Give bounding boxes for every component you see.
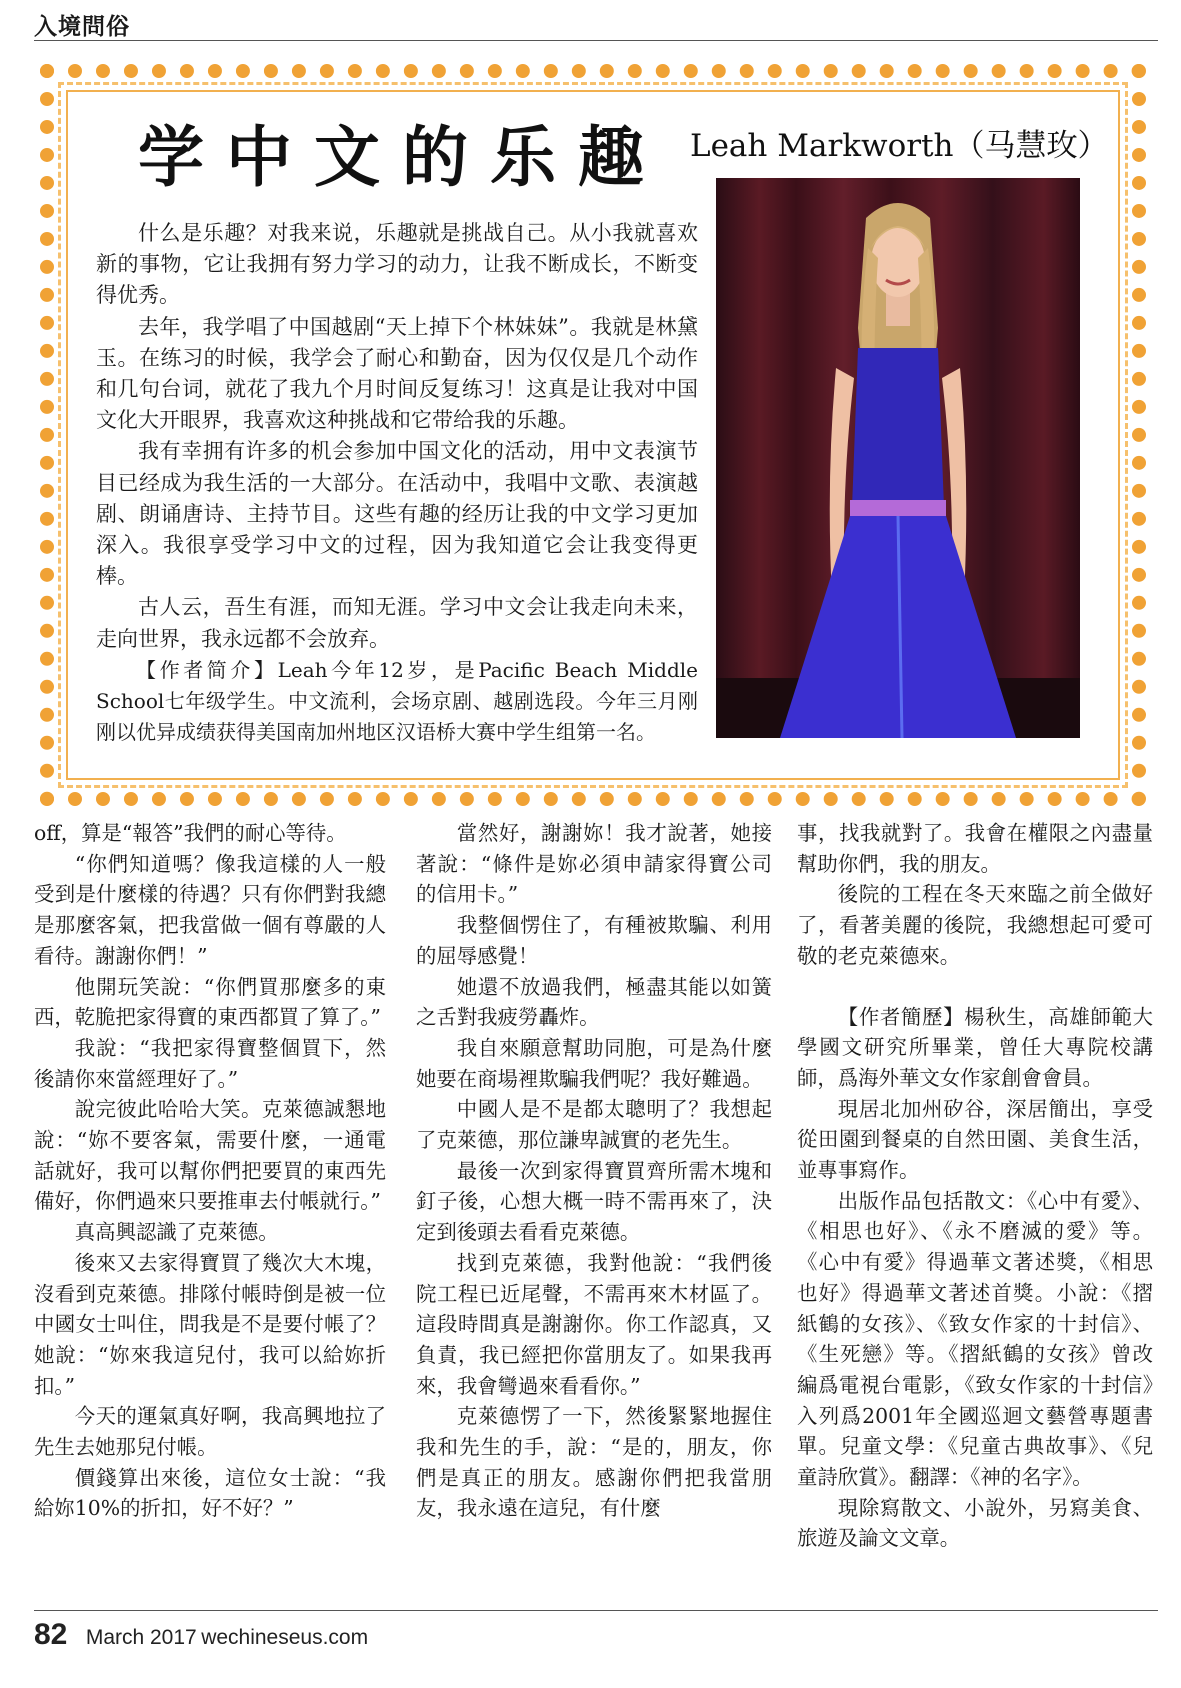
column-paragraph: 當然好，謝謝妳！我才說著，她接著說：“條件是妳必須申請家得寶公司的信用卡。”: [416, 821, 772, 907]
column-paragraph: 我說：“我把家得寶整個買下，然後請你來當經理好了。”: [34, 1035, 386, 1091]
column-paragraph: 中國人是不是都太聰明了？我想起了克萊德，那位謙卑誠實的老先生。: [416, 1097, 772, 1153]
article-byline: Leah Markworth（马慧玫）: [690, 128, 1109, 164]
column-paragraph: 真高興認識了克萊德。: [74, 1220, 279, 1245]
author-photo: [716, 178, 1080, 738]
girl-in-purple-dress-illustration: [716, 178, 1080, 738]
issue-date: March 2017: [85, 1626, 197, 1649]
column-paragraph: 他開玩笑說：“你們買那麼多的東西，乾脆把家得寶的東西都買了算了。”: [34, 974, 386, 1030]
column-paragraph: off，算是“報答”我們的耐心等待。: [34, 821, 347, 845]
author-bio: 【作者简介】Leah今年12岁，是Pacific Beach Middle School七年级学生。中文流利，会场京剧、越剧选段。今年三月刚刚以优异成绩获得美国南加州地区汉语桥大赛中学生组第一名。: [96, 657, 698, 745]
article-paragraph: 什么是乐趣？对我来说，乐趣就是挑战自己。从小我就喜欢新的事物，它让我拥有努力学习的动力，让我不断成长，不断变得优秀。: [96, 221, 698, 308]
column-paragraph: 後來又去家得寶買了幾次大木塊，沒看到克萊德。排隊付帳時倒是被一位中國女士叫住，問我是不是要付帳了？她說：“妳來我這兒付，我可以給妳折扣。”: [34, 1250, 386, 1398]
website-link[interactable]: wechineseus.com: [201, 1626, 369, 1649]
article-paragraph: 去年，我学唱了中国越剧“天上掉下个林妹妹”。我就是林黛玉。在练习的时候，我学会了耐心和勤奋，因为仅仅是几个动作和几句台词，就花了我九个月时间反复练习！这真是让我对中国文化大开眼界，我喜欢这种挑战和它带给我的乐趣。: [96, 314, 698, 433]
column-paragraph: 事，找我就對了。我會在權限之內盡量幫助你們，我的朋友。: [797, 821, 1153, 876]
bottom-rule: [34, 1610, 1158, 1611]
page-number: 82: [34, 1618, 68, 1651]
article-paragraph: 我有幸拥有许多的机会参加中国文化的活动，用中文表演节目已经成为我生活的一大部分。在活动中，我唱中文歌、表演越剧、朗诵唐诗、主持节目。这些有趣的经历让我的中文学习更加深入。我很享受学习中文的过程，因为我知道它会让我变得更棒。: [96, 439, 698, 589]
article-body: [96, 218, 698, 748]
column-paragraph: “你們知道嗎？像我這樣的人一般受到是什麼樣的待遇？只有你們對我總是那麼客氣，把我當做一個有尊嚴的人看待。謝謝你們！”: [34, 851, 386, 968]
page-footer: [34, 1618, 368, 1652]
column-paragraph: 出版作品包括散文：《心中有愛》、《相思也好》、《永不磨滅的愛》等。《心中有愛》得過華文著述獎，《相思也好》得過華文著述首獎。小說：《摺紙鶴的女孩》、《致女作家的十封信》、《生死戀》等。《摺紙鶴的女孩》曾改編爲電視台電影，《致女作家的十封信》入列爲2001年全國巡迴文藝營專題書單。兒童文學：《兒童古典故事》、《兒童詩欣賞》。翻譯：《神的名字》。: [797, 1188, 1153, 1490]
column-1: [34, 818, 386, 1524]
column-paragraph: 後院的工程在冬天來臨之前全做好了，看著美麗的後院，我總想起可愛可敬的老克萊德來。: [797, 882, 1153, 968]
column-paragraph: 現除寫散文、小說外，另寫美食、旅遊及論文文章。: [797, 1495, 1153, 1551]
article-title: 学中文的乐趣: [138, 118, 666, 196]
column-paragraph: 今天的運氣真好啊，我高興地拉了先生去她那兒付帳。: [34, 1404, 386, 1460]
article-paragraph: 古人云，吾生有涯，而知无涯。学习中文会让我走向未来，走向世界，我永远都不会放弃。: [96, 595, 698, 651]
column-paragraph: 找到克萊德，我對他說：“我們後院工程已近尾聲，不需再來木材區了。這段時間真是謝謝你。你工作認真，又負責，我已經把你當朋友了。如果我再來，我會彎過來看看你。”: [416, 1250, 772, 1398]
column-paragraph: 最後一次到家得寶買齊所需木塊和釘子後，心想大概一時不需再來了，決定到後頭去看看克萊德。: [416, 1158, 772, 1245]
author-profile: 【作者簡歷】楊秋生，高雄師範大學國文研究所畢業，曾任大專院校講師，爲海外華文女作家創會會員。: [797, 1004, 1153, 1090]
column-paragraph: 她還不放過我們，極盡其能以如簧之舌對我疲勞轟炸。: [416, 974, 772, 1030]
column-3: [797, 818, 1153, 1554]
column-paragraph: 克萊德愣了一下，然後緊緊地握住我和先生的手，說：“是的，朋友，你們是真正的朋友。感謝你們把我當朋友，我永遠在這兒，有什麼: [416, 1404, 772, 1521]
column-paragraph: 現居北加州矽谷，深居簡出，享受從田園到餐桌的自然田園、美食生活，並專事寫作。: [797, 1096, 1153, 1183]
column-paragraph: 價錢算出來後，這位女士說：“我給妳10%的折扣，好不好？”: [34, 1465, 386, 1521]
top-rule: [34, 40, 1158, 41]
column-paragraph: 我自來願意幫助同胞，可是為什麼她要在商場裡欺騙我們呢？我好難過。: [416, 1035, 772, 1091]
column-2: [416, 818, 772, 1524]
column-paragraph: 我整個愣住了，有種被欺騙、利用的屈辱感覺！: [416, 913, 772, 968]
section-label: 入境問俗: [34, 13, 130, 40]
column-paragraph: 說完彼此哈哈大笑。克萊德誠懇地說：“妳不要客氣，需要什麼，一通電話就好，我可以幫你們把要買的東西先備好，你們過來只要推車去付帳就行。”: [34, 1097, 386, 1214]
